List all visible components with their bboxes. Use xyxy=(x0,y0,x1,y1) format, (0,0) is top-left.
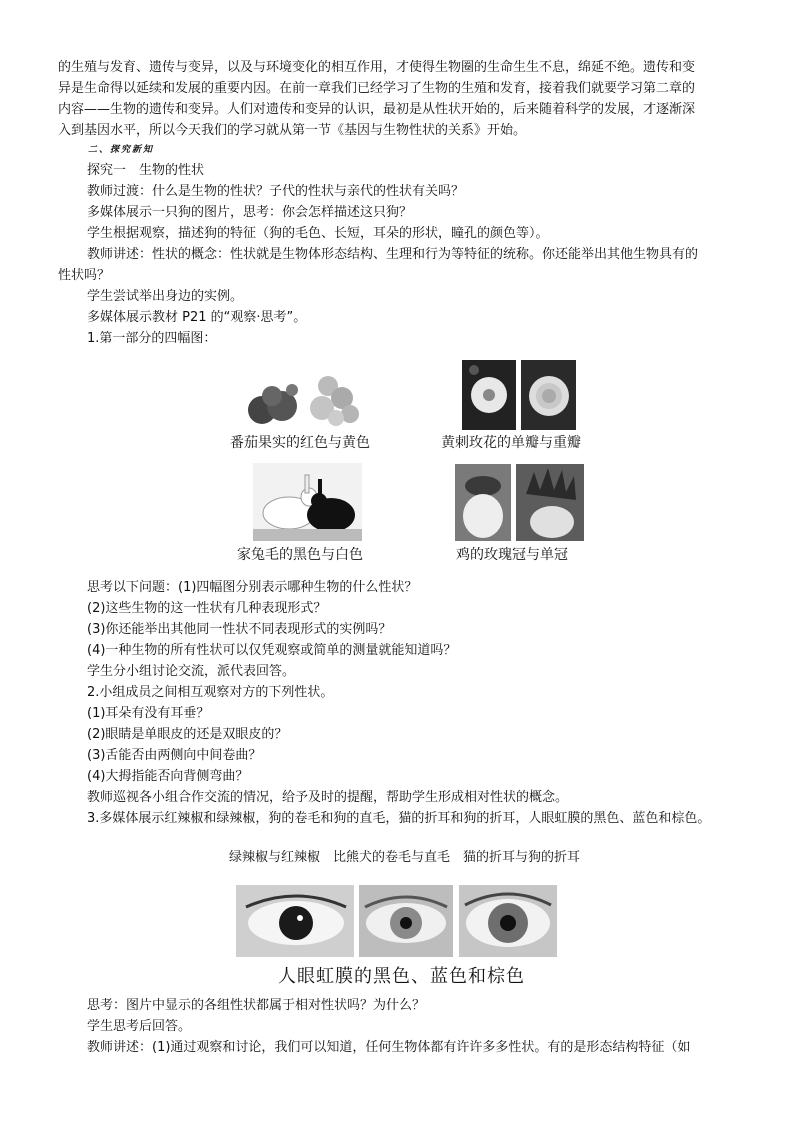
explore-title: 探究一 生物的性状 xyxy=(87,163,205,178)
intro-line-3: 内容——生物的遗传和变异。人们对遗传和变异的认识，最初是从性状开始的，后来随着科学的发展，才逐渐深 xyxy=(58,102,696,117)
tomato-photo xyxy=(246,366,362,430)
closing-line-3: 教师讲述：(1)通过观察和讨论，我们可以知道，任何生物体都有许许多多性状。有的是形态结构特征（如 xyxy=(87,1040,691,1055)
eye-blue-photo xyxy=(359,885,453,957)
question-line-4: (4)一种生物的所有性状可以仅凭观察或简单的测量就能知道吗？ xyxy=(87,643,457,658)
rose-caption: 黄刺玫花的单瓣与重瓣 xyxy=(441,435,581,451)
question-line-5: 学生分小组讨论交流，派代表回答。 xyxy=(87,664,296,679)
question-line-10: (4)大拇指能否向背侧弯曲？ xyxy=(87,769,249,784)
figure2-top-caption: 绿辣椒与红辣椒 比熊犬的卷毛与直毛 猫的折耳与狗的折耳 xyxy=(229,850,581,865)
para1-line-1: 教师过渡：什么是生物的性状？子代的性状与亲代的性状有关吗？ xyxy=(87,184,465,199)
question-line-6: 2.小组成员之间相互观察对方的下列性状。 xyxy=(87,685,334,700)
question-line-11: 教师巡视各小组合作交流的情况，给予及时的提醒，帮助学生形成相对性状的概念。 xyxy=(87,790,569,805)
closing-line-1: 思考：图片中显示的各组性状都属于相对性状吗？为什么？ xyxy=(87,998,426,1013)
question-line-3: (3)你还能举出其他同一性状不同表现形式的实例吗？ xyxy=(87,622,392,637)
intro-line-4: 入到基因水平，所以今天我们的学习就从第一节《基因与生物性状的关系》开始。 xyxy=(58,123,527,138)
rooster-caption: 鸡的玫瑰冠与单冠 xyxy=(456,547,568,563)
question-line-8: (2)眼睛是单眼皮的还是双眼皮的？ xyxy=(87,727,288,742)
question-line-2: (2)这些生物的这一性状有几种表现形式？ xyxy=(87,601,327,616)
question-line-1: 思考以下问题：(1)四幅图分别表示哪种生物的什么性状？ xyxy=(87,580,418,595)
rabbit-photo xyxy=(253,463,362,541)
question-line-12: 3.多媒体展示红辣椒和绿辣椒，狗的卷毛和狗的直毛，猫的折耳和狗的折耳，人眼虹膜的黑色、蓝色和棕色。 xyxy=(87,811,711,826)
tomato-caption: 番茄果实的红色与黄色 xyxy=(230,435,370,451)
question-line-7: (1)耳朵有没有耳垂？ xyxy=(87,706,210,721)
eye-brown-photo xyxy=(459,885,557,957)
rabbit-caption: 家兔毛的黑色与白色 xyxy=(237,547,363,563)
para1-line-7: 多媒体展示教材 P21 的“观察·思考”。 xyxy=(87,310,307,325)
section-heading: 二、探究新知 xyxy=(88,145,155,155)
rooster-rose-comb-photo xyxy=(455,464,511,541)
eye-black-photo xyxy=(236,885,354,957)
para1-line-5: 性状吗？ xyxy=(58,268,111,283)
rooster-single-comb-photo xyxy=(516,464,584,541)
rose-single-photo xyxy=(462,360,516,430)
closing-line-2: 学生思考后回答。 xyxy=(87,1019,192,1034)
question-line-9: (3)舌能否由两侧向中间卷曲？ xyxy=(87,748,262,763)
rose-double-photo xyxy=(521,360,576,430)
para1-line-2: 多媒体展示一只狗的图片，思考：你会怎样描述这只狗？ xyxy=(87,205,413,220)
para1-line-4: 教师讲述：性状的概念：性状就是生物体形态结构、生理和行为等特征的统称。你还能举出其他生物具有的 xyxy=(87,247,699,262)
para1-line-6: 学生尝试举出身边的实例。 xyxy=(87,289,244,304)
intro-line-1: 的生殖与发育、遗传与变异，以及与环境变化的相互作用，才使得生物圈的生命生生不息，绵延不绝。遗传和变 xyxy=(58,60,696,75)
intro-line-2: 异是生命得以延续和发展的重要内因。在前一章我们已经学习了生物的生殖和发育，接着我们就要学习第二章的 xyxy=(58,81,696,96)
para1-line-8: 1.第一部分的四幅图： xyxy=(87,331,217,346)
para1-line-3: 学生根据观察，描述狗的特征（狗的毛色、长短，耳朵的形状，瞳孔的颜色等）。 xyxy=(87,226,549,241)
figure2-bottom-caption: 人眼虹膜的黑色、蓝色和棕色 xyxy=(278,966,525,987)
